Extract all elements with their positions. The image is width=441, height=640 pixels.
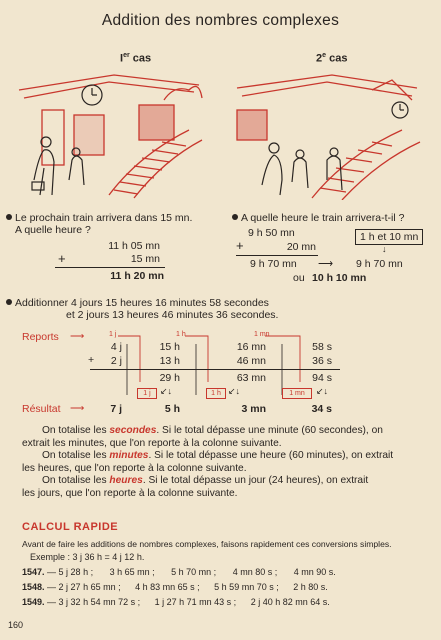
problem-2-text: A quelle heure le train arrivera-t-il ? — [232, 212, 437, 224]
result-arrow-icon: ⟶ — [70, 403, 85, 414]
p2-converted: 9 h 70 mn — [356, 258, 403, 270]
page-title: Addition des nombres complexes — [101, 12, 340, 29]
row2-days: 2 j — [110, 355, 122, 367]
p2-result: 10 h 10 mn — [312, 272, 367, 284]
result-label: Résultat — [22, 403, 61, 415]
final-seconds: 34 s — [311, 403, 332, 415]
explanation-minutes: On totalise les minutes. Si le total dépasse une heure (60 minutes), on extrait les heures, que l'on reporte à la colonne suivante. — [22, 450, 394, 474]
arrows-icon: ↙↓ — [160, 386, 173, 396]
exercise-1549: 1549. — 3 j 32 h 54 mn 72 s ; 1 j 27 h 71 mn 43 s ; 2 j 40 h 82 mn 64 s. — [22, 597, 330, 607]
p2-sum: 9 h 70 mn — [250, 258, 297, 270]
exercise-1548: 1548. — 2 j 27 h 65 mn ; 4 h 83 mn 65 s ; 5 h 59 mn 70 s ; 2 h 80 s. — [22, 582, 328, 592]
carry-box-day: 1 j — [137, 388, 157, 399]
bullet-icon — [6, 214, 12, 220]
p2-conversion-box: 1 h et 10 mn — [355, 229, 423, 245]
exercise-1547: 1547. — 5 j 28 h ; 3 h 65 mn ; 5 h 70 mn ; 4 mn 80 s ; 4 mn 90 s. — [22, 567, 336, 577]
row2-minutes: 46 mn — [236, 355, 266, 367]
carry-box-hour: 1 h — [206, 388, 226, 399]
carry-label-hour: 1 h — [176, 331, 186, 338]
case-1-label: Ier cas — [120, 52, 152, 65]
bullet-icon — [232, 214, 238, 220]
row1-hours: 15 h — [159, 341, 180, 353]
p1-row2: 15 mn — [130, 253, 160, 265]
problem-1-text: Le prochain train arrivera dans 15 mn. A quelle heure ? — [6, 212, 226, 236]
row1-seconds: 58 s — [312, 341, 332, 353]
p2-row1: 9 h 50 mn — [248, 227, 295, 239]
reports-label: Reports — [22, 331, 59, 343]
row3-minutes: 63 mn — [236, 372, 266, 384]
explanation-seconds: On totalise les secondes. Si le total dépasse une minute (60 secondes), on extrait les minutes, que l'on reporte à la colonne suivante. — [22, 425, 383, 449]
station-illustration-1 — [14, 70, 204, 200]
p2-row2: 20 mn — [286, 241, 316, 253]
arrows-icon: ↙↓ — [316, 386, 329, 396]
carry-label-day: 1 j — [109, 331, 117, 338]
row1-minutes: 16 mn — [236, 341, 266, 353]
row2-seconds: 36 s — [312, 355, 332, 367]
final-hours: 5 h — [164, 403, 180, 415]
row2-plus: + — [88, 354, 95, 366]
row3-seconds: 94 s — [312, 372, 332, 384]
problem-3-text: Additionner 4 jours 15 heures 16 minutes 58 secondes et 2 jours 13 heures 46 minutes 36 secondes. — [6, 297, 436, 321]
p1-plus: + — [58, 251, 66, 266]
p1-result: 11 h 20 mn — [110, 270, 164, 282]
final-minutes: 3 mn — [241, 403, 266, 415]
row3-hours: 29 h — [159, 372, 180, 384]
carry-box-minute: 1 mn — [282, 388, 312, 399]
p2-arrow: ⟶ — [318, 258, 334, 270]
p2-rule — [236, 255, 318, 256]
carry-label-minute: 1 mn — [254, 331, 270, 338]
calcul-example: Exemple : 3 j 36 h = 4 j 12 h. — [30, 552, 145, 562]
down-arrow-icon: ↓ — [382, 244, 387, 254]
calcul-intro: Avant de faire les additions de nombres complexes, faisons rapidement ces conversions simples. — [22, 539, 392, 549]
station-illustration-2 — [232, 70, 422, 200]
final-days: 7 j — [110, 403, 122, 415]
row2-hours: 13 h — [159, 355, 180, 367]
p1-row1: 11 h 05 mn — [108, 240, 160, 252]
explanation-hours: On totalise les heures. Si le total dépasse un jour (24 heures), on extrait les jours, que l'on reporte à la colonne suivante. — [22, 475, 369, 499]
p2-plus: + — [236, 238, 244, 253]
page-number: 160 — [8, 620, 24, 630]
bullet-icon — [6, 299, 12, 305]
p2-ou: ou — [293, 272, 305, 284]
row1-days: 4 j — [110, 341, 122, 353]
arrows-icon: ↙↓ — [228, 386, 241, 396]
p1-rule — [55, 267, 165, 268]
case-2-label: 2e cas — [316, 52, 348, 65]
table-rule — [90, 369, 340, 370]
calcul-heading: CALCUL RAPIDE — [22, 521, 119, 533]
reports-arrow-icon: ⟶ — [70, 331, 85, 342]
